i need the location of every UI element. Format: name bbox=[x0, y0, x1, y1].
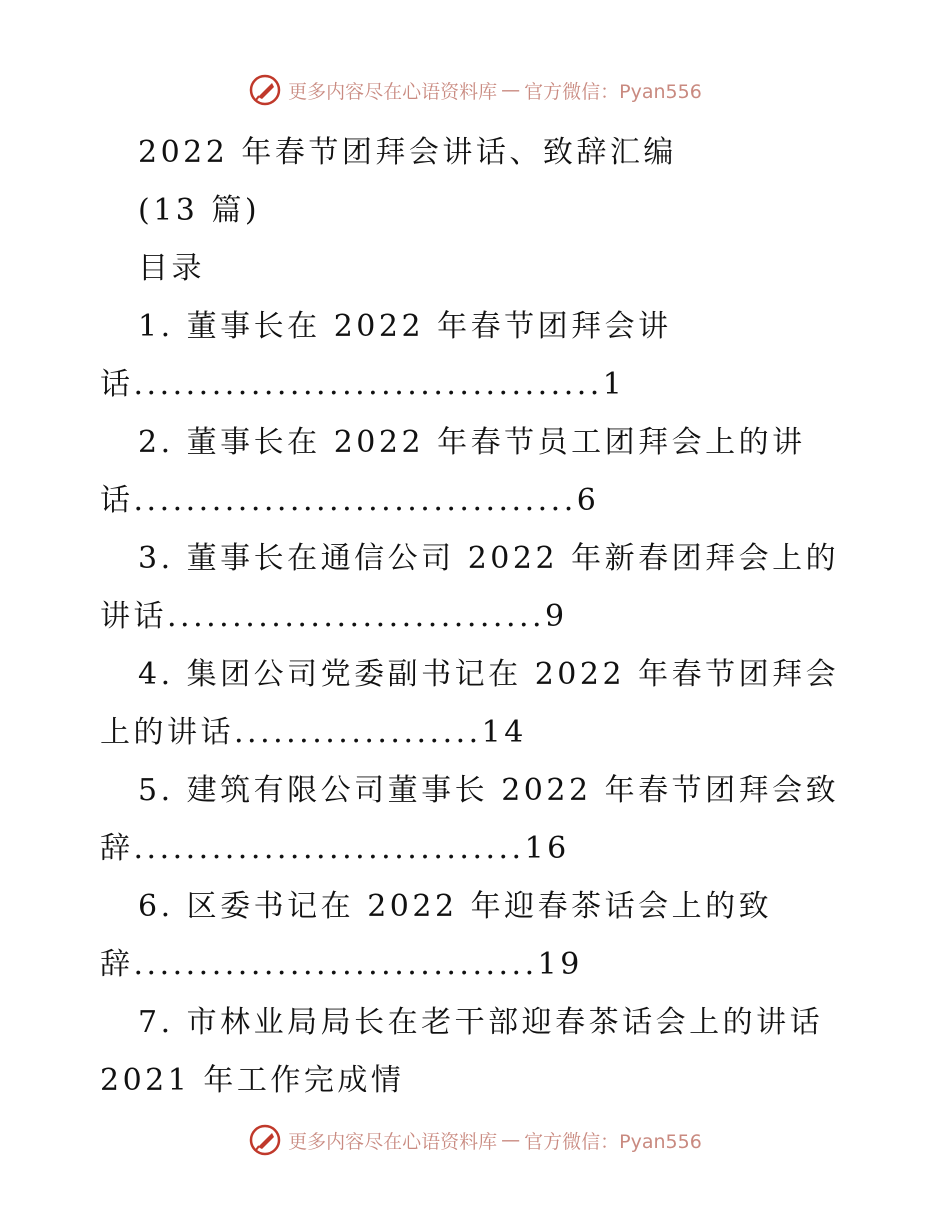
document-subtitle: (13 篇) bbox=[138, 193, 261, 228]
toc-entry-title: 1. 董事长在 2022 年春节团拜会讲 bbox=[138, 309, 672, 344]
toc-entry-title: 4. 集团公司党委副书记在 2022 年春节团拜会 bbox=[138, 657, 840, 692]
toc-entry-4[interactable] bbox=[100, 646, 840, 762]
document-body bbox=[100, 124, 840, 1110]
toc-entry-2[interactable] bbox=[100, 414, 840, 530]
banner-separator: — bbox=[501, 79, 521, 101]
toc-entry-7[interactable] bbox=[100, 994, 840, 1110]
banner-separator: — bbox=[501, 1129, 521, 1151]
toc-entry-leader: 讲话.............................9 bbox=[100, 599, 568, 634]
banner-wechat: 官方微信：Pyan556 bbox=[524, 80, 702, 103]
banner-text: 更多内容尽在心语资料库 bbox=[288, 1130, 498, 1153]
toc-entry-5[interactable] bbox=[100, 762, 840, 878]
footer-banner bbox=[0, 1120, 950, 1160]
toc-entry-leader: 辞..............................16 bbox=[100, 831, 570, 866]
toc-entry-leader: 上的讲话...................14 bbox=[100, 715, 527, 750]
document-title: 2022 年春节团拜会讲话、致辞汇编 bbox=[138, 135, 677, 170]
toc-entry-6[interactable] bbox=[100, 878, 840, 994]
toc-entry-leader: 话..................................6 bbox=[100, 483, 600, 518]
quill-logo-icon bbox=[248, 73, 282, 107]
toc-entry-title: 5. 建筑有限公司董事长 2022 年春节团拜会致 bbox=[138, 773, 840, 808]
toc-entry-continuation: 2021 年工作完成情 bbox=[100, 1063, 405, 1098]
toc-entry-title: 2. 董事长在 2022 年春节员工团拜会上的讲 bbox=[138, 425, 806, 460]
banner-wechat: 官方微信：Pyan556 bbox=[524, 1130, 702, 1153]
toc-entry-title: 6. 区委书记在 2022 年迎春茶话会上的致 bbox=[138, 889, 773, 924]
banner-text: 更多内容尽在心语资料库 bbox=[288, 80, 498, 103]
toc-entry-leader: 话....................................1 bbox=[100, 367, 626, 402]
toc-entry-leader: 辞...............................19 bbox=[100, 947, 583, 982]
header-banner bbox=[0, 70, 950, 110]
toc-entry-1[interactable] bbox=[100, 298, 840, 414]
quill-logo-icon bbox=[248, 1123, 282, 1157]
toc-entry-3[interactable] bbox=[100, 530, 840, 646]
toc-entry-title: 3. 董事长在通信公司 2022 年新春团拜会上的 bbox=[138, 541, 840, 576]
toc-heading: 目录 bbox=[138, 251, 205, 286]
toc-entry-title: 7. 市林业局局长在老干部迎春茶话会上的讲话 bbox=[138, 1005, 824, 1040]
